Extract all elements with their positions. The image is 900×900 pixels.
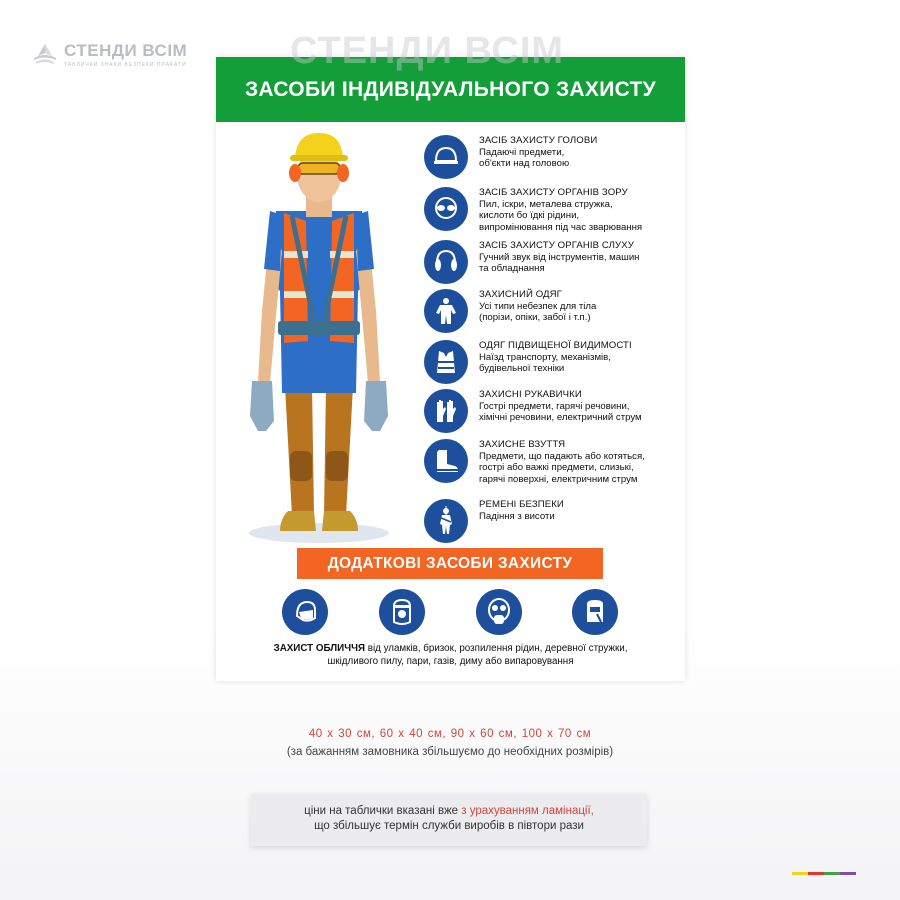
price-note-highlight: з урахуванням ламінації, xyxy=(461,805,594,817)
ppe-desc-line: (порізи, опіки, забої і т.п.) xyxy=(479,312,591,323)
brand-name: СТЕНДИ ВСІМ xyxy=(64,41,188,60)
ppe-desc-line: Падаючі предмети, xyxy=(479,146,565,158)
helmet-icon xyxy=(424,135,468,179)
ppe-desc-line: будівельної техніки xyxy=(479,363,565,374)
ppe-item-boots xyxy=(424,439,645,485)
ppe-desc-line: гострі або важкі предмети, слизькі, xyxy=(479,462,634,473)
price-note-text: ціни на таблички вказані вже xyxy=(304,805,462,817)
ppe-desc-line: хімічні речовини, електричний струм xyxy=(479,412,642,423)
ppe-desc-line: об'єкти над головою xyxy=(479,158,570,169)
ppe-item-hivis xyxy=(424,340,632,384)
face-protection-description xyxy=(226,642,675,668)
ppe-desc-line: Гострі предмети, гарячі речовини, xyxy=(479,400,630,412)
color-strip-red xyxy=(808,872,824,875)
ppe-title: ОДЯГ ПІДВИЩЕНОЇ ВИДИМОСТІ xyxy=(479,340,632,351)
ppe-title: ЗАСІБ ЗАХИСТУ ОРГАНІВ СЛУХУ xyxy=(479,240,634,251)
ppe-desc-line: Предмети, що падають або котяться, xyxy=(479,450,645,462)
face-desc-bold: ЗАХИСТ ОБЛИЧЧЯ xyxy=(273,643,366,654)
poster-title: ЗАСОБИ ІНДИВІДУАЛЬНОГО ЗАХИСТУ xyxy=(244,77,657,101)
ppe-item-head xyxy=(424,135,597,179)
ppe-item-hearing xyxy=(424,240,639,284)
face-desc-line1: від уламків, бризок, розпилення рідин, деревної стружки, xyxy=(365,643,628,654)
ear-protection-icon xyxy=(424,240,468,284)
brand-logo-icon xyxy=(32,42,58,68)
ppe-desc-line: Усі типи небезпек для тіла xyxy=(479,300,597,312)
coverall-icon xyxy=(424,289,468,333)
color-strip xyxy=(792,872,856,875)
ppe-item-eyes xyxy=(424,187,642,233)
watermark: СТЕНДИ ВСІМ xyxy=(290,30,565,72)
safety-boot-icon xyxy=(424,439,468,483)
size-note: (за бажанням замовника збільшуємо до необхідних розмірів) xyxy=(286,746,614,758)
ppe-item-clothing xyxy=(424,289,596,333)
color-strip-yellow xyxy=(792,872,808,875)
safety-harness-icon xyxy=(424,499,468,543)
extra-protection-title: ДОДАТКОВІ ЗАСОБИ ЗАХИСТУ xyxy=(327,554,573,572)
ppe-desc-line: Гучний звук від інструментів, машин xyxy=(479,251,640,263)
brand-tagline: ТАБЛИЧКИ ЗНАКИ БЕЗПЕКИ ПЛАКАТИ xyxy=(64,62,187,68)
ppe-desc-line: Падіння з висоти xyxy=(479,510,555,522)
worker-illustration xyxy=(240,131,398,545)
face-shield-icon xyxy=(379,589,425,635)
ppe-title: ЗАХИСНІ РУКАВИЧКИ xyxy=(479,389,582,400)
extra-icons-row xyxy=(216,589,685,635)
price-note-line2: що збільшує термін служби виробів в півтори рази xyxy=(314,820,584,832)
goggles-icon xyxy=(424,187,468,231)
gloves-icon xyxy=(424,389,468,433)
ppe-title: ЗАХИСНЕ ВЗУТТЯ xyxy=(479,439,566,450)
ppe-title: ЗАСІБ ЗАХИСТУ ОРГАНІВ ЗОРУ xyxy=(479,187,628,198)
ppe-title: ЗАХИСНИЙ ОДЯГ xyxy=(479,289,562,300)
poster-header xyxy=(216,57,685,122)
gas-mask-icon xyxy=(476,589,522,635)
ppe-title: ЗАСІБ ЗАХИСТУ ГОЛОВИ xyxy=(479,135,598,146)
ppe-item-gloves xyxy=(424,389,642,433)
extra-protection-banner xyxy=(297,548,603,579)
ppe-item-harness xyxy=(424,499,564,543)
color-strip-purple xyxy=(840,872,856,875)
poster xyxy=(216,57,685,681)
dust-mask-icon xyxy=(282,589,328,635)
welding-shield-icon xyxy=(572,589,618,635)
face-desc-line2: шкідливого пилу, пари, газів, диму або випаровування xyxy=(327,656,574,667)
ppe-desc-line: Пил, іскри, металева стружка, xyxy=(479,198,613,210)
price-note xyxy=(251,794,647,846)
ppe-title: РЕМЕНІ БЕЗПЕКИ xyxy=(479,499,564,510)
ppe-desc-line: кислоти бо їдкі рідини, xyxy=(479,210,580,221)
color-strip-green xyxy=(824,872,840,875)
hi-vis-vest-icon xyxy=(424,340,468,384)
size-options: 40 х 30 см, 60 х 40 см, 90 х 60 см, 100 х 70 см xyxy=(308,728,592,740)
brand-logo xyxy=(32,42,187,68)
ppe-desc-line: та обладнання xyxy=(479,263,545,274)
ppe-desc-line: випромінювання під час зварювання xyxy=(479,221,643,233)
ppe-desc-line: Наїзд транспорту, механізмів, xyxy=(479,351,611,363)
ppe-desc-line: гарячі поверхні, електричним струм xyxy=(479,473,638,485)
